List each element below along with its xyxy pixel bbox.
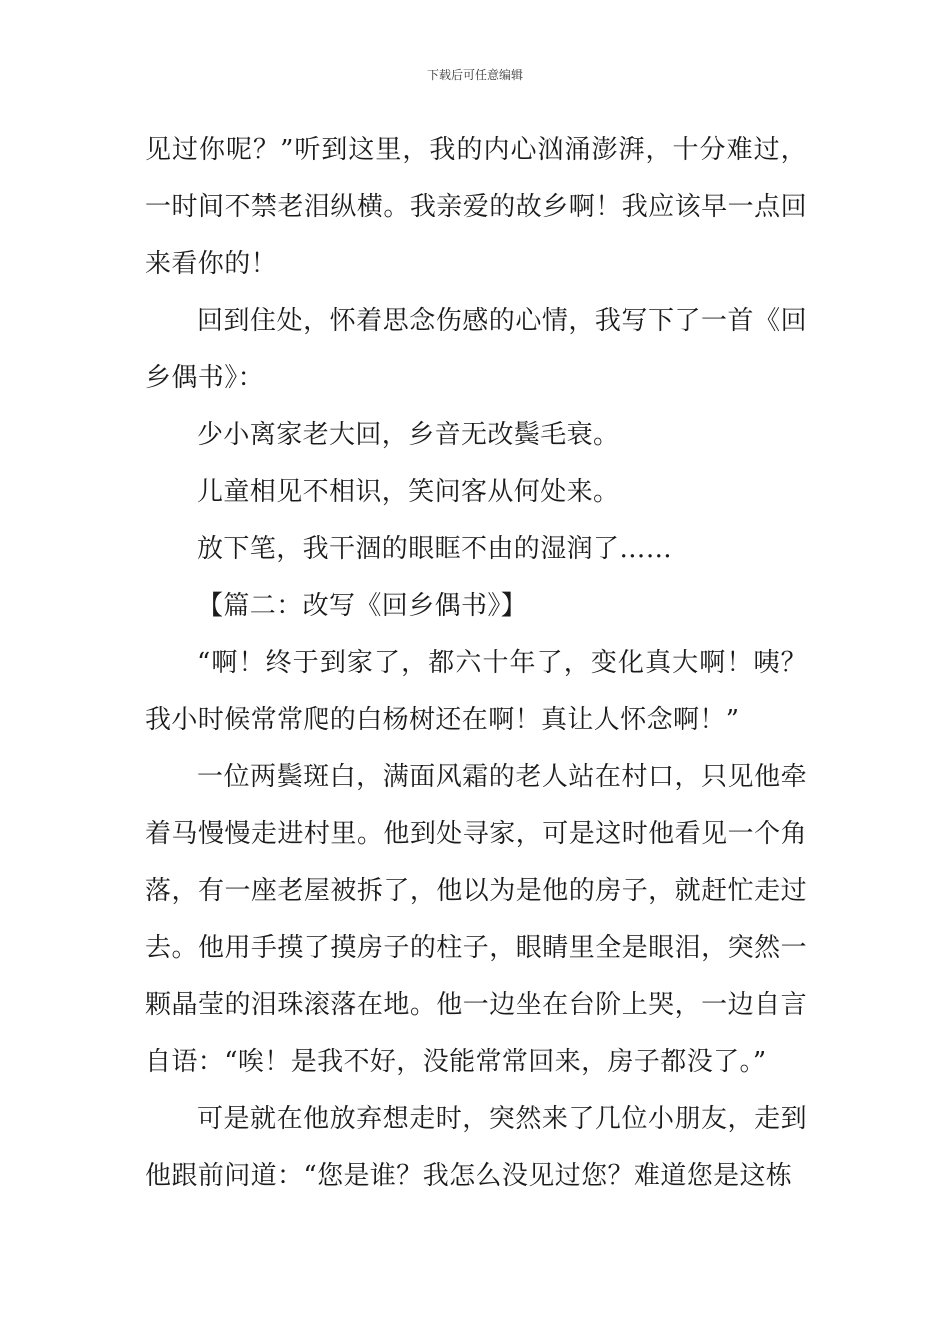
document-body [145,122,807,1205]
paragraph-writing-poem: 回到住处，怀着思念伤感的心情，我写下了一首《回乡偶书》： [145,306,807,393]
paragraph-old-man: 一位两鬓斑白，满面风霜的老人站在村口，只见他牵着马慢慢走进村里。他到处寻家，可是这时他看见一个角落，有一座老屋被拆了，他以为是他的房子，就赶忙走过去。他用手摸了摸房子的柱子，眼睛里全是眼泪，突然一颗晶莹的泪珠滚落在地。他一边坐在台阶上哭，一边自言自语：“唉！是我不好，没能常常回来，房子都没了。” [145,762,807,1077]
page-header: 下载后可任意编辑 [426,68,523,82]
paragraph-continuation: 见过你呢？”听到这里，我的内心汹涌澎湃，十分难过，一时间不禁老泪纵横。我亲爱的故乡啊！我应该早一点回来看你的！ [145,135,807,279]
paragraph-arrival-quote: “啊！终于到家了，都六十年了，变化真大啊！咦？我小时候常常爬的白杨树还在啊！真让人怀念啊！” [145,648,807,735]
poem-line-2: 儿童相见不相识，笑问客从何处来。 [197,477,620,507]
poem-line-1: 少小离家老大回，乡音无改鬓毛衰。 [197,420,620,450]
paragraph-children: 可是就在他放弃想走时，突然来了几位小朋友，走到他跟前问道：“您是谁？我怎么没见过您？难道您是这栋 [145,1104,807,1191]
paragraph-put-down-pen: 放下笔，我干涸的眼眶不由的湿润了…… [197,534,673,564]
section-heading: 【篇二：改写《回乡偶书》】 [197,591,528,621]
